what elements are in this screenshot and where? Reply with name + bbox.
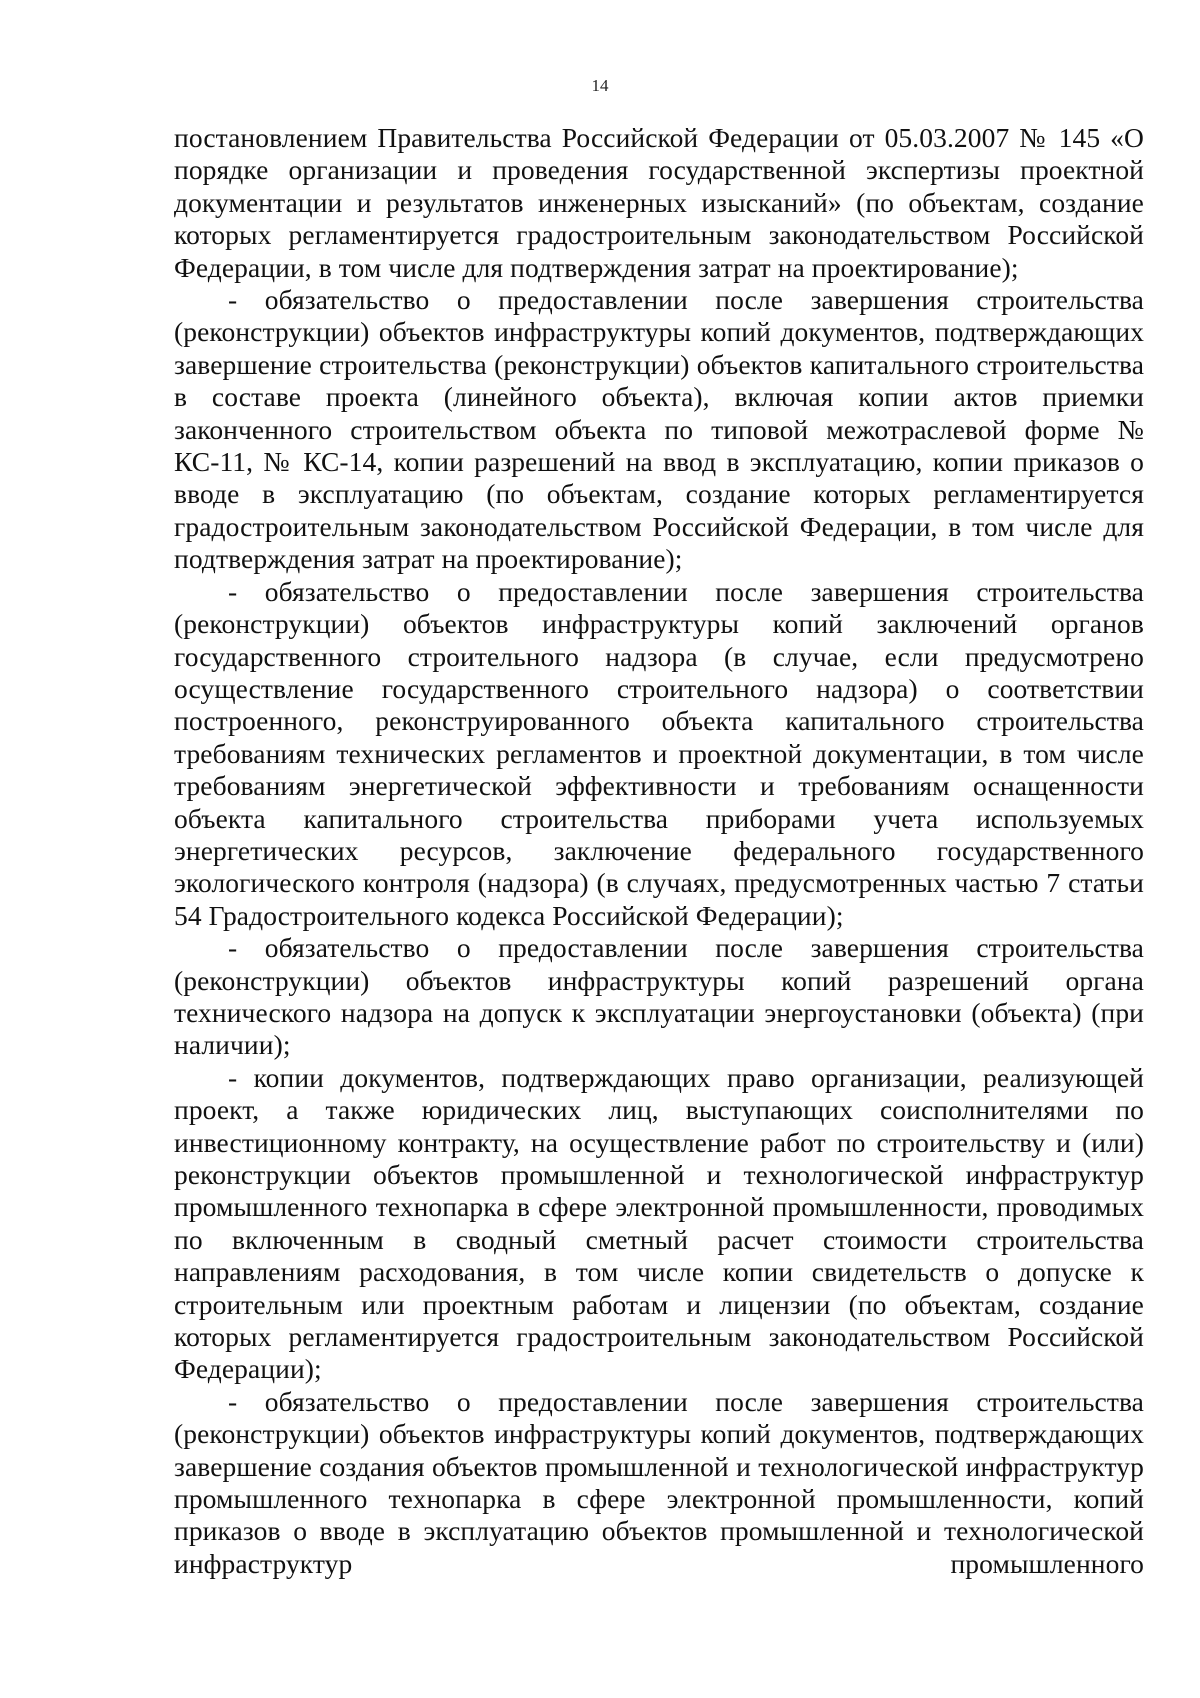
- paragraph-6: - обязательство о предоставлении после завершения строительства (реконструкции) объектов инфраструктуры копий документов, подтверждающих завершение создания объектов промышленной и технологической инфраструктур промышленного технопарка в сфере электронной промышленности, копий приказов о вводе в эксплуатацию объектов промышленной и технологической инфраструктур промышленного: [174, 1385, 1144, 1579]
- paragraph-5: - копии документов, подтверждающих право организации, реализующей проект, а также юридических лиц, выступающих соисполнителями по инвестиционному контракту, на осуществление работ по строительству и (или) реконструкции объектов промышленной и технологической инфраструктур промышленного технопарка в сфере электронной промышленности, проводимых по включенным в сводный сметный расчет стоимости строительства направлениям расходования, в том числе копии свидетельств о допуске к строительным или проектным работам и лицензии (по объектам, создание которых регламентируется градостроительным законодательством Российской Федерации);: [174, 1061, 1144, 1385]
- page-number: 14: [591, 76, 609, 95]
- paragraph-4: - обязательство о предоставлении после завершения строительства (реконструкции) объектов инфраструктуры копий разрешений органа технического надзора на допуск к эксплуатации энергоустановки (объекта) (при наличии);: [174, 932, 1144, 1061]
- paragraph-1: постановлением Правительства Российской Федерации от 05.03.2007 № 145 «О порядке организации и проведения государственной экспертизы проектной документации и результатов инженерных изысканий» (по объектам, создание которых регламентируется градостроительным законодательством Российской Федерации, в том числе для подтверждения затрат на проектирование);: [174, 122, 1144, 283]
- document-body: [174, 122, 1144, 1580]
- paragraph-2: - обязательство о предоставлении после завершения строительства (реконструкции) объектов инфраструктуры копий документов, подтверждающих завершение строительства (реконструкции) объектов капитального строительства в составе проекта (линейного объекта), включая копии актов приемки законченного строительством объекта по типовой межотраслевой форме № КС-11, № КС-14, копии разрешений на ввод в эксплуатацию, копии приказов о вводе в эксплуатацию (по объектам, создание которых регламентируется градостроительным законодательством Российской Федерации, в том числе для подтверждения затрат на проектирование);: [174, 284, 1144, 575]
- paragraph-3: - обязательство о предоставлении после завершения строительства (реконструкции) объектов инфраструктуры копий заключений органов государственного строительного надзора (в случае, если предусмотрено осуществление государственного строительного надзора) о соответствии построенного, реконструированного объекта капитального строительства требованиям технических регламентов и проектной документации, в том числе требованиям энергетической эффективности и требованиям оснащенности объекта капитального строительства приборами учета используемых энергетических ресурсов, заключение федерального государственного экологического контроля (надзора) (в случаях, предусмотренных частью 7 статьи 54 Градостроительного кодекса Российской Федерации);: [174, 575, 1144, 931]
